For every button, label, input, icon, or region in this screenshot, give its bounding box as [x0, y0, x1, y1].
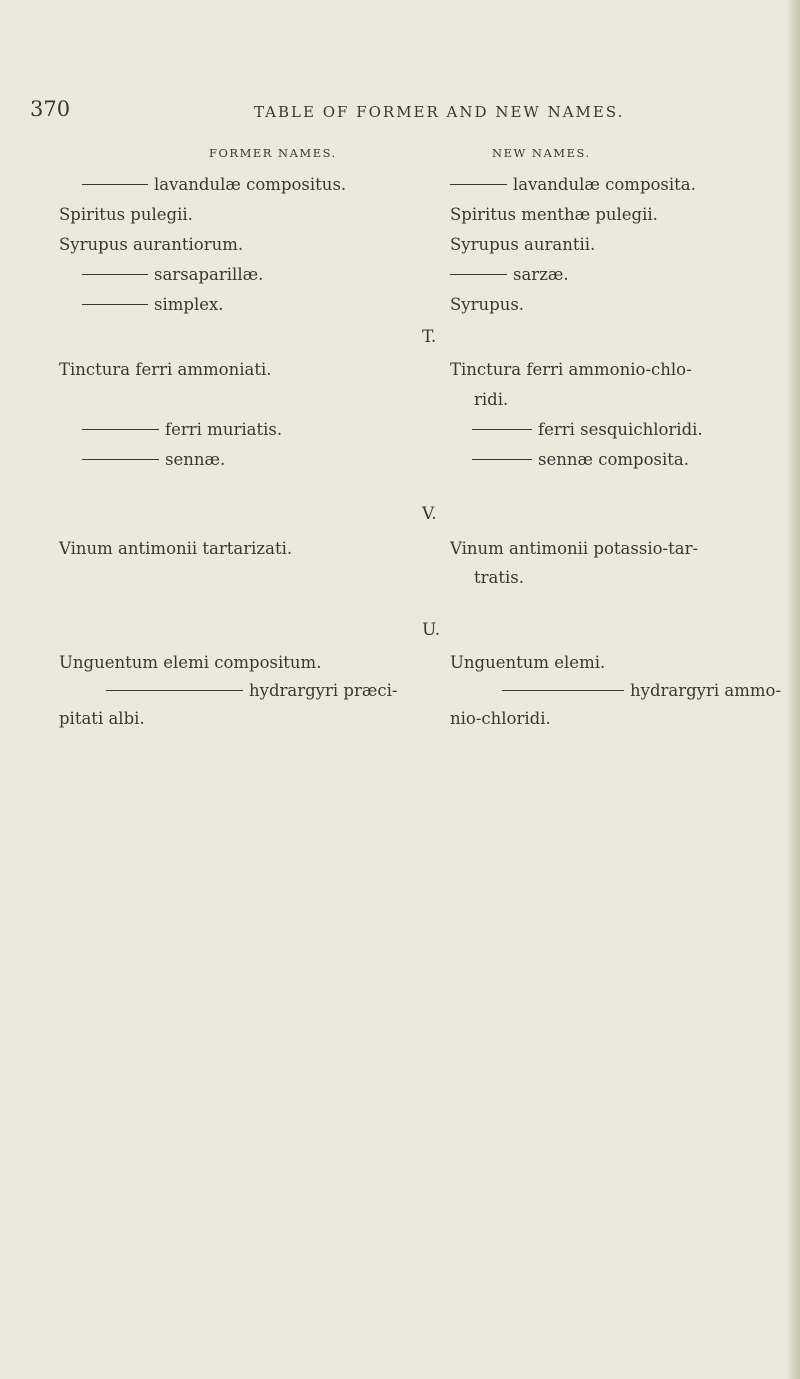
ditto-dash: [472, 429, 532, 430]
new-entry-continuation: tratis.: [474, 568, 524, 587]
ditto-dash: [472, 459, 532, 460]
ditto-dash: [450, 184, 507, 185]
ditto-dash: [106, 690, 243, 691]
running-head: TABLE OF FORMER AND NEW NAMES.: [254, 103, 625, 121]
former-entry: Spiritus pulegii.: [59, 205, 193, 224]
former-entry: lavandulæ compositus.: [82, 177, 346, 194]
new-entry-continuation: nio-chloridi.: [450, 709, 551, 728]
new-entry: Unguentum elemi.: [450, 653, 606, 672]
ditto-dash: [502, 690, 624, 691]
former-names-heading: FORMER NAMES.: [209, 146, 337, 160]
ditto-dash: [82, 184, 148, 185]
former-entry: Syrupus aurantiorum.: [59, 235, 244, 254]
former-entry-continuation: pitati albi.: [59, 709, 145, 728]
section-letter-t: T.: [422, 327, 437, 347]
page-edge-shadow: [786, 0, 800, 1379]
new-entry-continuation: ridi.: [474, 390, 509, 409]
former-entry: simplex.: [82, 297, 224, 314]
new-names-heading: NEW NAMES.: [492, 146, 591, 160]
former-entry: ferri muriatis.: [82, 422, 282, 439]
new-entry: Vinum antimonii potassio-tar-: [450, 539, 699, 558]
new-entry: ferri sesquichloridi.: [472, 422, 703, 439]
former-entry: sarsaparillæ.: [82, 267, 263, 284]
new-entry: Tinctura ferri ammonio-chlo-: [450, 360, 692, 379]
page-number: 370: [30, 97, 71, 121]
new-entry: Syrupus aurantii.: [450, 235, 596, 254]
ditto-dash: [82, 459, 159, 460]
former-entry: Tinctura ferri ammoniati.: [59, 360, 272, 379]
former-entry: hydrargyri præci-: [106, 683, 397, 700]
former-entry: sennæ.: [82, 452, 225, 469]
new-entry: sennæ composita.: [472, 452, 689, 469]
section-letter-u: U.: [422, 620, 441, 640]
new-entry: hydrargyri ammo-: [502, 683, 781, 700]
former-entry: Unguentum elemi compositum.: [59, 653, 322, 672]
new-entry: sarzæ.: [450, 267, 569, 284]
ditto-dash: [82, 274, 148, 275]
ditto-dash: [450, 274, 507, 275]
ditto-dash: [82, 304, 148, 305]
new-entry: Spiritus menthæ pulegii.: [450, 205, 658, 224]
former-entry: Vinum antimonii tartarizati.: [59, 539, 293, 558]
new-entry: Syrupus.: [450, 295, 525, 314]
ditto-dash: [82, 429, 159, 430]
section-letter-v: V.: [422, 504, 437, 524]
new-entry: lavandulæ composita.: [450, 177, 696, 194]
